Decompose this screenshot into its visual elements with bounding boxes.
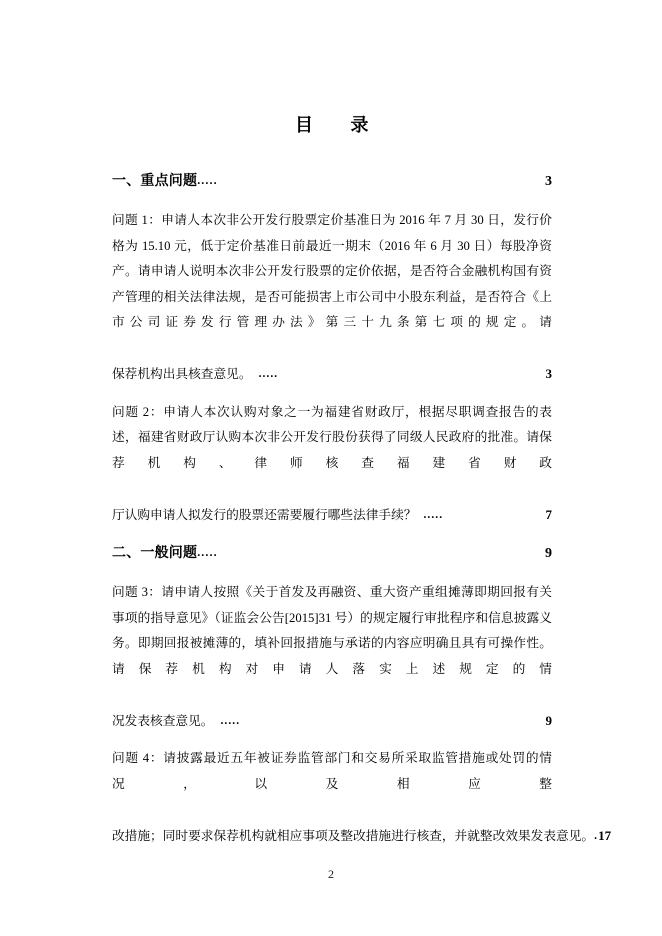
toc-entry-text: 问题 4：请披露最近五年被证券监管部门和交易所采取监管措施或处罚的情况，以及相应整 xyxy=(112,751,552,791)
toc-entry-last-line xyxy=(112,502,552,530)
toc-page-number: 3 xyxy=(545,366,552,381)
toc-entry-text: 问题 1：申请人本次非公开发行股票定价基准日为 2016 年 7 月 30 日，发行价格为 15.10 元，低于定价基准日前最近一期末（2016 年 6 月 30 日）每股净资产。请申请人说明本次非公开发行股票的定价依据，是否符合金融机构国有资产管理的相关法律法规，是否可能损害上市公司中小股东利益，是否符合《上市公司证券发行管理办法》第三十九条第七项的规定。请 xyxy=(112,213,552,329)
toc-entry-question-1[interactable] xyxy=(112,208,552,389)
toc-page-number: 9 xyxy=(545,712,552,728)
toc-entry-question-2[interactable] xyxy=(112,400,552,530)
page-title: 目 录 xyxy=(295,115,369,135)
toc-heading-2[interactable] xyxy=(112,540,552,567)
dot-leader: ..... xyxy=(258,368,279,380)
toc-entry-last-words: 况发表核查意见。 xyxy=(112,713,214,728)
toc-page-number: 9 xyxy=(545,546,552,561)
toc-entry-question-3[interactable] xyxy=(112,580,552,735)
dot-leader: . xyxy=(594,829,599,842)
toc-entry-question-4[interactable] xyxy=(112,746,612,850)
toc-entry-last-line xyxy=(112,823,612,851)
toc-heading-1[interactable] xyxy=(112,168,552,195)
toc-page-number: 7 xyxy=(545,506,552,522)
dot-leader: ..... xyxy=(220,714,241,727)
toc-page-number: 17 xyxy=(598,827,612,843)
toc-entry-last-line xyxy=(112,708,552,736)
toc-page-number: 3 xyxy=(545,174,552,189)
toc-entry-text: 问题 3：请申请人按照《关于首发及再融资、重大资产重组摊薄即期回报有关事项的指导意见》（证监会公告[2015]31 号）的规定履行审批程序和信息披露义务。即期回报被摊薄的，填补回报措施与承诺的内容应明确且具有可操作性。请保荐机构对申请人落实上述规定的情 xyxy=(112,585,552,676)
table-of-contents xyxy=(112,168,612,861)
toc-entry-last-line xyxy=(112,361,552,389)
toc-entry-last-words: 厅认购申请人拟发行的股票还需要履行哪些法律手续？ xyxy=(112,507,417,522)
toc-entry-last-words: 改措施；同时要求保荐机构就相应事项及整改措施进行核查，并就整改效果发表意见。 xyxy=(112,828,595,843)
dot-leader: ..... xyxy=(197,545,218,559)
footer-page-number: 2 xyxy=(328,867,334,881)
dot-leader: ..... xyxy=(423,508,444,521)
toc-entry-last-words: 保荐机构出具核查意见。 xyxy=(112,367,252,381)
toc-heading-label: 二、一般问题 xyxy=(112,546,198,561)
toc-entry-text: 问题 2：申请人本次认购对象之一为福建省财政厅，根据尽职调查报告的表述，福建省财政厅认购本次非公开发行股份获得了同级人民政府的批准。请保荐机构、律师核查福建省财政 xyxy=(112,404,552,470)
toc-heading-label: 一、重点问题 xyxy=(112,174,198,189)
dot-leader: ..... xyxy=(197,173,218,187)
